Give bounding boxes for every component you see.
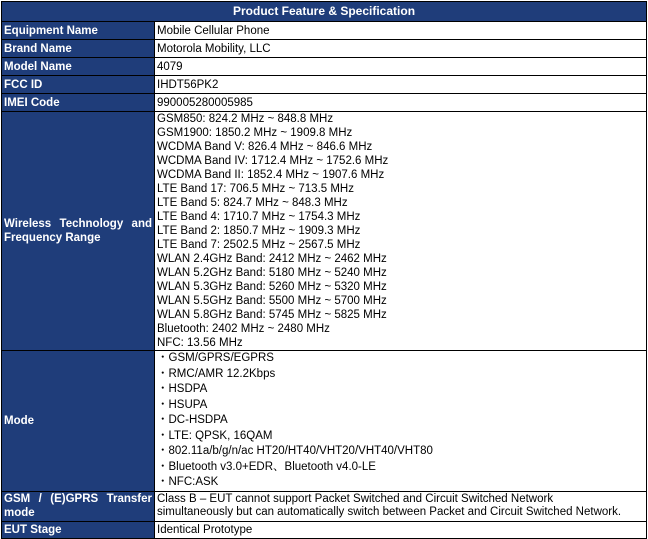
bullet: ・ (157, 352, 169, 364)
mode-item: ・802.11a/b/g/n/ac HT20/HT40/VHT20/VHT40/VHT80 (157, 445, 433, 457)
table-row (2, 351, 647, 492)
frequency-line: WCDMA Band V: 826.4 MHz ~ 846.6 MHz (157, 141, 373, 153)
row-value-fcc-id: IHDT56PK2 (155, 76, 647, 94)
mode-item: ・HSDPA (157, 383, 208, 395)
mode-item: ・GSM/GPRS/EGPRS (157, 352, 274, 364)
table-row (2, 521, 647, 538)
mode-item: ・Bluetooth v3.0+EDR、Bluetooth v4.0-LE (157, 460, 376, 473)
bullet: ・ (157, 460, 169, 473)
frequency-line: LTE Band 2: 1850.7 MHz ~ 1909.3 MHz (157, 225, 361, 237)
mode-item: ・HSUPA (157, 398, 208, 411)
row-value-imei-code: 990005280005985 (155, 94, 647, 112)
frequency-line: GSM1900: 1850.2 MHz ~ 1909.8 MHz (157, 127, 353, 139)
transfer-mode-line: simultaneously but can automatically switch between Packet and Circuit Switched Network. (157, 506, 622, 518)
frequency-line: WLAN 5.2GHz Band: 5180 MHz ~ 5240 MHz (157, 267, 387, 279)
table-row (2, 112, 647, 351)
row-label-imei-code: IMEI Code (2, 94, 155, 112)
mode-list (155, 351, 647, 492)
table-row (2, 94, 647, 112)
row-value-brand-name: Motorola Mobility, LLC (155, 40, 647, 58)
bullet: ・ (157, 445, 169, 457)
table-row (2, 58, 647, 76)
bullet: ・ (157, 398, 169, 411)
row-value-equipment-name: Mobile Cellular Phone (155, 22, 647, 40)
row-value-model-name: 4079 (155, 58, 647, 76)
spec-table (1, 1, 647, 539)
frequency-line: Bluetooth: 2402 MHz ~ 2480 MHz (157, 323, 330, 335)
table-row (2, 22, 647, 40)
frequency-line: WLAN 2.4GHz Band: 2412 MHz ~ 2462 MHz (157, 253, 387, 265)
bullet: ・ (157, 414, 169, 426)
wireless-frequency-list (155, 112, 647, 351)
frequency-line: WLAN 5.3GHz Band: 5260 MHz ~ 5320 MHz (157, 281, 387, 293)
table-row (2, 76, 647, 94)
row-label-wireless-technology: Wireless Technology and Frequency Range (2, 112, 155, 351)
bullet: ・ (157, 367, 169, 380)
frequency-line: GSM850: 824.2 MHz ~ 848.8 MHz (157, 113, 334, 125)
frequency-line: LTE Band 5: 824.7 MHz ~ 848.3 MHz (157, 197, 348, 209)
row-label-equipment-name: Equipment Name (2, 22, 155, 40)
row-label-brand-name: Brand Name (2, 40, 155, 58)
bullet: ・ (157, 476, 169, 488)
frequency-line: WLAN 5.8GHz Band: 5745 MHz ~ 5825 MHz (157, 309, 387, 321)
frequency-line: LTE Band 4: 1710.7 MHz ~ 1754.3 MHz (157, 211, 361, 223)
table-title: Product Feature & Specification (2, 2, 647, 22)
row-label-eut-stage: EUT Stage (2, 521, 155, 538)
mode-item: ・DC-HSDPA (157, 414, 228, 426)
bullet: ・ (157, 383, 169, 395)
mode-item: ・LTE: QPSK, 16QAM (157, 429, 273, 442)
row-value-eut-stage: Identical Prototype (155, 521, 647, 538)
frequency-line: WLAN 5.5GHz Band: 5500 MHz ~ 5700 MHz (157, 295, 387, 307)
row-label-transfer-mode: GSM / (E)GPRS Transfer mode (2, 491, 155, 521)
frequency-line: LTE Band 17: 706.5 MHz ~ 713.5 MHz (157, 183, 354, 195)
transfer-mode-line: Class B – EUT cannot support Packet Switched and Circuit Switched Network (157, 493, 554, 505)
table-row (2, 40, 647, 58)
bullet: ・ (157, 429, 169, 442)
table-row (2, 491, 647, 521)
frequency-line: WCDMA Band IV: 1712.4 MHz ~ 1752.6 MHz (157, 155, 389, 167)
transfer-mode-description (155, 491, 647, 521)
frequency-line: WCDMA Band II: 1852.4 MHz ~ 1907.6 MHz (157, 169, 385, 181)
title-row (2, 2, 647, 22)
row-label-fcc-id: FCC ID (2, 76, 155, 94)
frequency-line: LTE Band 7: 2502.5 MHz ~ 2567.5 MHz (157, 239, 361, 251)
mode-item: ・NFC:ASK (157, 476, 219, 488)
row-label-mode: Mode (2, 351, 155, 492)
frequency-line: NFC: 13.56 MHz (157, 337, 243, 349)
row-label-model-name: Model Name (2, 58, 155, 76)
mode-item: ・RMC/AMR 12.2Kbps (157, 367, 276, 380)
